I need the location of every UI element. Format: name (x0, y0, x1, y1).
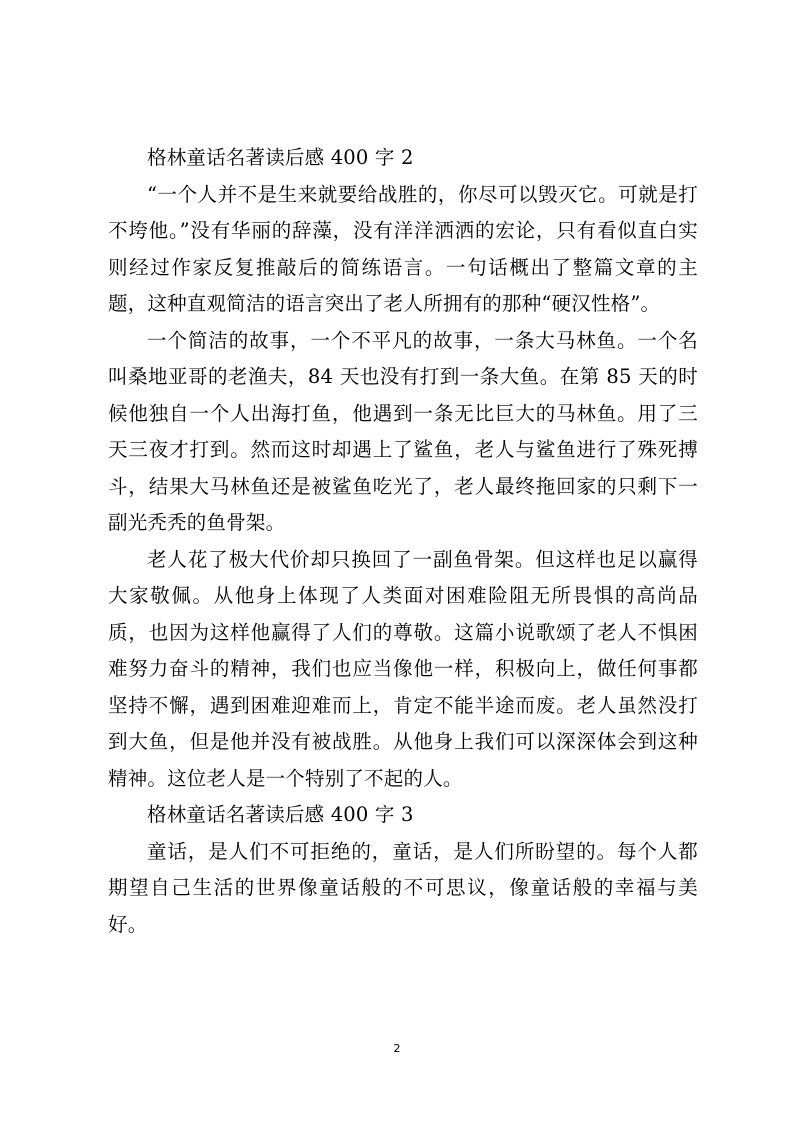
section-heading-2: 格林童话名著读后感 400 字 2 (147, 146, 414, 169)
paragraph-reflection: 老人花了极大代价却只换回了一副鱼骨架。但这样也足以赢得大家敬佩。从他身上体现了人类面对困难险阻无所畏惧的高尚品质，也因为这样他赢得了人们的尊敬。这篇小说歌颂了老人不惧困难努力奋斗的精神，我们也应当像他一样，积极向上，做任何事都坚持不懈，遇到困难迎难而上，肯定不能半途而废。老人虽然没打到大鱼，但是他并没有被战胜。从他身上我们可以深深体会到这种精神。这位老人是一个特别了不起的人。 (108, 547, 698, 790)
section-heading-3: 格林童话名著读后感 400 字 3 (147, 803, 414, 826)
paragraph-story-summary: 一个简洁的故事，一个不平凡的故事，一条大马林鱼。一个名叫桑地亚哥的老渔夫，84 天也没有打到一条大鱼。在第 85 天的时候他独自一个人出海打鱼，他遇到一条无比巨大的马林鱼。用了三天三夜才打到。然而这时却遇上了鲨鱼，老人与鲨鱼进行了殊死搏斗，结果大马林鱼还是被鲨鱼吃光了，老人最终拖回家的只剩下一副光秃秃的鱼骨架。 (108, 328, 698, 534)
document-body (108, 140, 698, 943)
paragraph-quote-intro: “一个人并不是生来就要给战胜的，你尽可以毁灭它。可就是打不垮他。”没有华丽的辞藻，没有洋洋洒洒的宏论，只有看似直白实则经过作家反复推敲后的简练语言。一句话概出了整篇文章的主题，这种直观简洁的语言突出了老人所拥有的那种“硬汉性格”。 (108, 182, 698, 315)
paragraph-fairy-tale: 童话，是人们不可拒绝的，童话，是人们所盼望的。每个人都期望自己生活的世界像童话般的不可思议，像童话般的幸福与美好。 (108, 839, 698, 936)
page-number: 2 (393, 1042, 401, 1055)
